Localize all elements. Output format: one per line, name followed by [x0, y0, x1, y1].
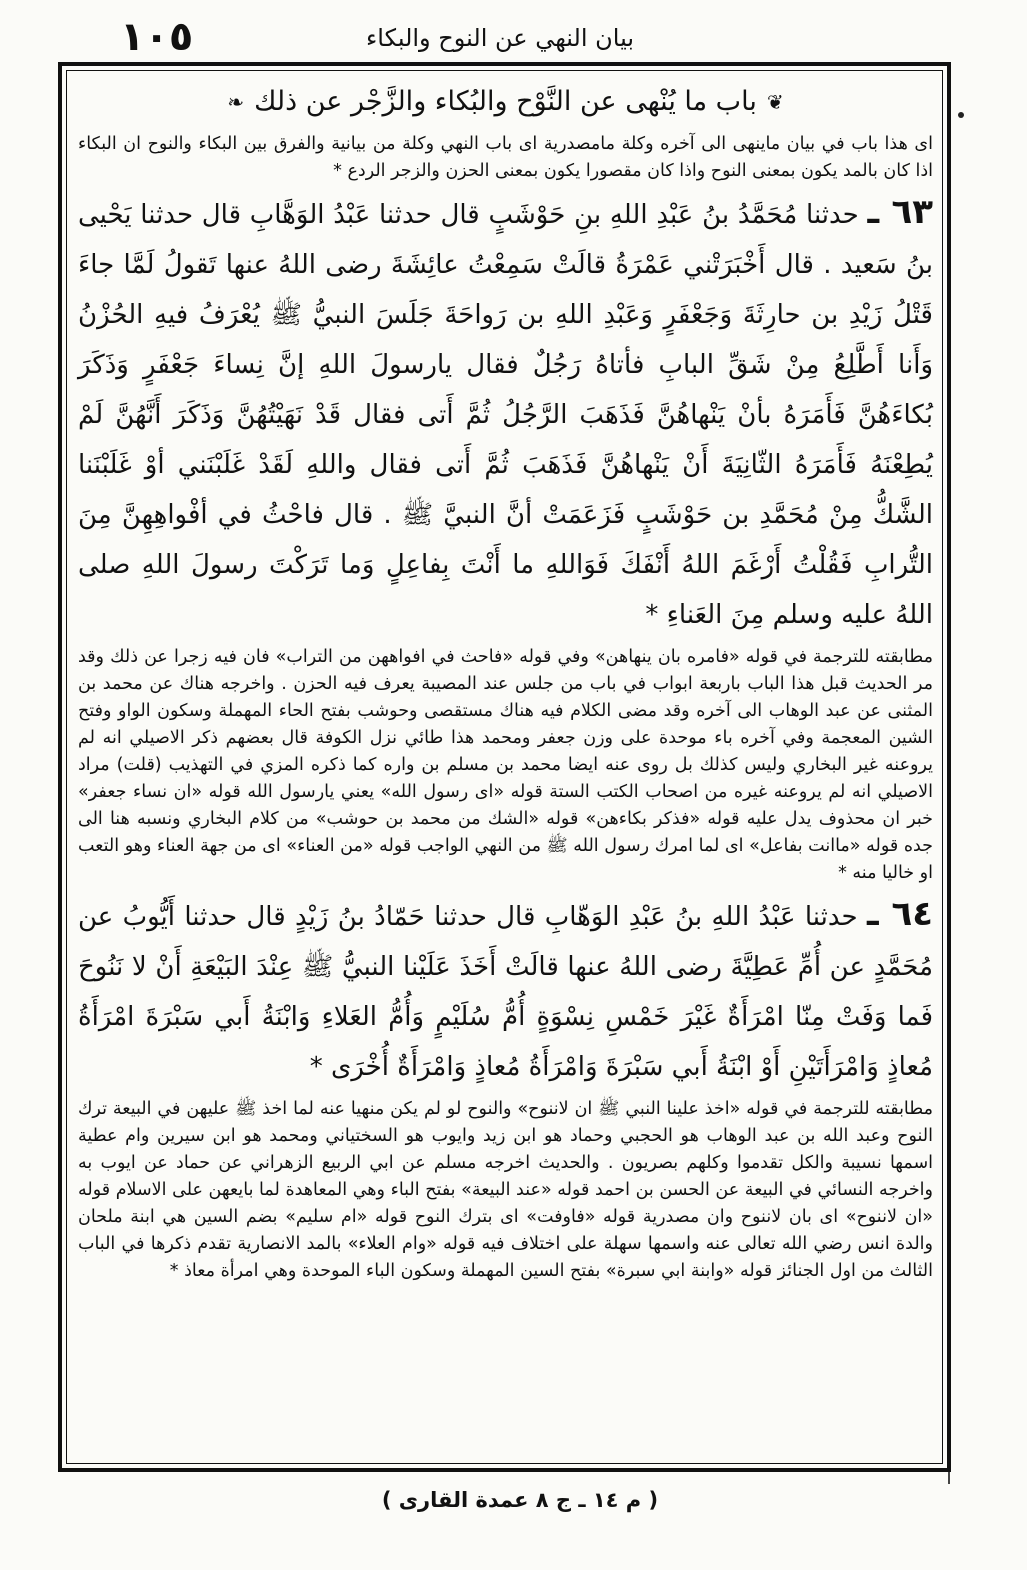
hadith-64-text: حدثنا عَبْدُ اللهِ بنُ عَبْدِ الوَهّابِ قال حدثنا حَمّادُ بنُ زَيْدٍ قال حدثنا أَيُّوبُ عن مُحَمَّدٍ عن أُمِّ عَطِيَّةَ رضى اللهُ عنها قالَتْ أَخَذَ عَلَيْنا النبيُّ ﷺ عِنْدَ البَيْعَةِ أَنْ لا نَنُوحَ فَما وَفَتْ مِنّا امْرَأَةٌ غَيْرَ خَمْسِ نِسْوَةٍ أُمُّ سُلَيْمٍ وَأُمُّ العَلاءِ وَابْنَةُ أَبي سَبْرَةَ امْرَأَةُ مُعاذٍ وَامْرَأَتَيْنِ أَوْ ابْنَةُ أَبي سَبْرَةَ وَامْرَأَةُ مُعاذٍ وَامْرَأَةٌ أُخْرَى * — [78, 902, 933, 1082]
hadith-63 — [78, 187, 933, 640]
running-title: بيان النهي عن النوح والبكاء — [365, 24, 635, 52]
chapter-heading — [78, 86, 933, 117]
footer-signature: ( م ١٤ ـ ج ٨ عمدة القارى ) — [381, 1488, 659, 1512]
commentary-64: مطابقته للترجمة في قوله «اخذ علينا النبي ﷺ ان لاننوح» والنوح لو لم يكن منهيا عنه لما اخذ ﷺ عليهن في البيعة ترك النوح وعبد الله بن عبد الوهاب هو الحجبي وحماد هو ابن زيد وايوب هو السختياني ومحمد هو ابن سيرين وام عطية اسمها نسيبة والكل تقدموا وكلهم بصريون . والحديث اخرجه مسلم عن ابي الربيع الزهراني عن حماد عن ايوب به واخرجه النسائي في البيعة عن الحسن بن احمد قوله «عند البيعة» بفتح الباء وهي المعاهدة لما بايعهن على الاسلام قوله «ان لاننوح» اى بان لاننوح وان مصدرية قوله «فاوفت» اى بترك النوح قوله «ام سليم» بضم السين هي ابنة ملحان والدة انس رضي الله تعالى عنه واسمها سهلة على اختلاف فيه قوله «وام العلاء» بالمد الانصارية تقدم ذكرها في الباب الثالث من اول الجنائز قوله «وابنة ابي سبرة» بفتح السين المهملة وسكون الباء الموحدة وهي امرأة معاذ * — [78, 1099, 933, 1281]
ornament-right-icon: ❦ — [766, 89, 784, 114]
chapter-intro: اى هذا باب في بيان ماينهى الى آخره وكلة مامصدرية اى باب النهي وكلة من بيانية والفرق بين البكاء والنوح ان البكاء اذا كان بالمد يكون بمعنى النوح واذا كان مقصورا يكون بمعنى الحزن والزجر الردع * — [78, 134, 933, 181]
commentary-63: مطابقته للترجمة في قوله «فامره بان ينهاهن» وفي قوله «فاحث في افواههن من التراب» فان فيه زجرا عن ذلك وقد مر الحديث قبل هذا الباب باربعة ابواب في باب من جلس عند المصيبة يعرف فيه الحزن . واخرجه هناك عن محمد بن المثنى عن عبد الوهاب الى آخره وقد مضى الكلام فيه هناك مستقصى وحوشب بفتح الحاء المهملة وسكون الواو وفتح الشين المعجمة وفي آخره باء موحدة على وزن جعفر ومحمد هذا طائي نزل الكوفة قال بعضهم ذكر الاصيلي انه لم يروعنه غير البخاري وليس كذلك بل روى عنه ايضا محمد بن مسلم بن واره كما ذكره المزي في التهذيب (قلت) مراد الاصيلي انه لم يروعنه غيره من اصحاب الكتب الستة قوله «اى رسول الله» يعني يارسول الله قوله «ان نساء جعفر» خبر ان محذوف يدل عليه قوله «فذكر بكاءهن» قوله «الشك من محمد بن حوشب» من كلام البخاري ونسبه هنا الى جده قوله «ماانت بفاعل» اى لما امرك رسول الله ﷺ من النهي الواجب قوله «من العناء» اى من جهة العناء وهو التعب او خاليا منه * — [78, 647, 933, 883]
page-body — [78, 78, 933, 1285]
ornament-left-icon: ❧ — [227, 89, 245, 114]
chapter-title: باب ما يُنْهى عن النَّوْح والبُكاء والزَّجْر عن ذلك — [254, 86, 757, 117]
hadith-63-text: حدثنا مُحَمَّدُ بنُ عَبْدِ اللهِ بنِ حَوْشَبٍ قال حدثنا عَبْدُ الوَهَّابِ قال حدثنا يَحْيى بنُ سَعيد . قال أَخْبَرَتْني عَمْرَةُ قالَتْ سَمِعْتُ عائِشَةَ رضى اللهُ عنها تَقولُ لَمَّا جاءَ قَتْلُ زَيْدِ بن حارِثَةَ وَجَعْفَرٍ وَعَبْدِ اللهِ بن رَواحَةَ جَلَسَ النبيُّ ﷺ يُعْرَفُ فيهِ الحُزْنُ وَأَنا أَطَّلِعُ مِنْ شَقِّ البابِ فأتاهُ رَجُلٌ فقال يارسولَ اللهِ إنَّ نِساءَ جَعْفَرٍ وَذَكَرَ بُكاءَهُنَّ فَأَمَرَهُ بأنْ يَنْهاهُنَّ فَذَهَبَ الرَّجُلُ ثُمَّ أَتى فقال قَدْ نَهَيْتُهُنَّ وَذَكَرَ أَنَّهُنَّ لَمْ يُطِعْنَهُ فَأَمَرَهُ الثّانِيَةَ أَنْ يَنْهاهُنَّ فَذَهَبَ ثُمَّ أَتى فقال واللهِ لَقَدْ غَلَبْنَني أوْ غَلَبْنَنا الشَّكُّ مِنْ مُحَمَّدِ بن حَوْشَبٍ فَزَعَمَتْ أنَّ النبيَّ ﷺ . قال فاحْثُ في أفْواهِهِنَّ مِنَ التُّرابِ فَقُلْتُ أَرْغَمَ اللهُ أَنْفَكَ فَوَاللهِ ما أَنْتَ بِفاعِلٍ وَما تَرَكْتَ رسولَ اللهِ صلى اللهُ عليه وسلم مِنَ العَناءِ * — [78, 200, 933, 630]
page-number: ١٠٥ — [120, 14, 194, 60]
margin-dot — [958, 112, 964, 118]
hadith-64 — [78, 889, 933, 1092]
hadith-63-number: ٦٣ ـ — [867, 192, 933, 232]
hadith-64-number: ٦٤ ـ — [866, 894, 933, 934]
